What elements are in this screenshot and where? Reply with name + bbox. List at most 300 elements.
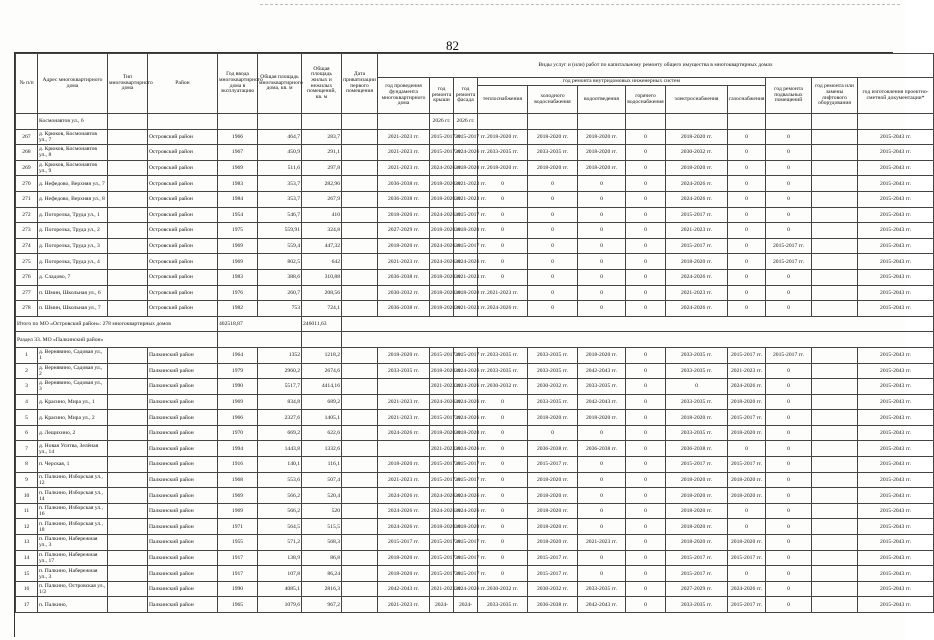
row-hot-water: 0 — [626, 379, 666, 395]
row-drainage — [578, 114, 626, 130]
row-gas: 0 — [728, 129, 766, 145]
row-area-total: 559,91 — [258, 223, 302, 239]
row-lift — [812, 441, 858, 457]
row-heat: 0 — [478, 269, 528, 285]
row-gas: 2021-2023 гг. — [728, 363, 766, 379]
row-electricity: 2018-2020 гг. — [666, 160, 728, 176]
row-area-total: 4085,1 — [258, 581, 302, 597]
row-lift — [812, 114, 858, 130]
row-docs: 2015-2043 гг. — [858, 207, 934, 223]
row-roof: 2015-2017 гг. — [430, 566, 454, 582]
row-lift — [812, 535, 858, 551]
row-roof: 2018-2020 гг. — [430, 191, 454, 207]
row-facade: 2024-2026 гг. — [454, 503, 478, 519]
row-year: 1983 — [218, 176, 258, 192]
row-lift — [812, 176, 858, 192]
row-hot-water: 0 — [626, 425, 666, 441]
row-basement: 0 — [766, 160, 812, 176]
row-number: 11 — [16, 503, 38, 519]
col-header-area-living: Общая площадь жилых и нежилых помещений, кв. м — [302, 54, 342, 114]
row-type — [108, 269, 148, 285]
row-type — [108, 519, 148, 535]
row-number: 12 — [16, 519, 38, 535]
row-area-living: 410 — [302, 207, 342, 223]
row-number: 6 — [16, 425, 38, 441]
row-area-living: 2674,6 — [302, 363, 342, 379]
table-row — [16, 550, 934, 566]
row-foundation: 2030-2032 гг. — [378, 285, 430, 301]
row-heat: 0 — [478, 238, 528, 254]
row-electricity: 0 — [666, 379, 728, 395]
row-docs: 2015-2043 гг. — [858, 129, 934, 145]
row-docs: 2015-2043 гг. — [858, 191, 934, 207]
row-district: Палкинский район — [148, 581, 218, 597]
row-gas: 0 — [728, 176, 766, 192]
row-roof: 2024- — [430, 597, 454, 613]
row-hot-water: 0 — [626, 347, 666, 363]
row-roof: 2015-2017 гг. — [430, 129, 454, 145]
row-address: д. Погорелка, Труда ул., 2 — [38, 223, 108, 239]
row-electricity: 2018-2020 гг. — [666, 472, 728, 488]
row-number: 14 — [16, 550, 38, 566]
row-number: 17 — [16, 597, 38, 613]
row-area-total: 138,9 — [258, 550, 302, 566]
row-basement: 0 — [766, 129, 812, 145]
row-electricity: 2015-2017 гг. — [666, 238, 728, 254]
row-drainage: 0 — [578, 207, 626, 223]
row-docs: 2015-2043 гг. — [858, 238, 934, 254]
row-address: д. Крюков, Космонавтов ул., 7 — [38, 129, 108, 145]
row-heat: 0 — [478, 503, 528, 519]
row-area-living: 283,7 — [302, 129, 342, 145]
table-row — [16, 207, 934, 223]
row-area-total: 464,7 — [258, 129, 302, 145]
row-facade: 2015-2017 гг. — [454, 457, 478, 473]
col-header-basement: год ремонта подвальных помещений — [766, 78, 812, 114]
row-type — [108, 566, 148, 582]
row-docs: 2015-2043 гг. — [858, 254, 934, 270]
table-row — [16, 285, 934, 301]
row-roof: 2024-2026 гг. — [430, 160, 454, 176]
row-roof: 2021-2023 гг. — [430, 581, 454, 597]
row-basement: 0 — [766, 472, 812, 488]
row-address: д. Вернявино, Садовая ул., 2 — [38, 363, 108, 379]
row-electricity — [666, 114, 728, 130]
table-row — [16, 238, 934, 254]
row-gas: 2018-2020 гг. — [728, 535, 766, 551]
row-year: 1954 — [218, 207, 258, 223]
row-basement: 0 — [766, 191, 812, 207]
col-header-district: Район — [148, 54, 218, 114]
row-facade: 2024-2026 гг. — [454, 441, 478, 457]
row-privatization — [342, 379, 378, 395]
row-drainage: 0 — [578, 457, 626, 473]
row-hot-water: 0 — [626, 394, 666, 410]
row-privatization — [342, 254, 378, 270]
row-lift — [812, 285, 858, 301]
col-header-address: Адрес многоквартирного дома — [38, 54, 108, 114]
row-roof: 2018-2020 гг. — [430, 519, 454, 535]
row-year — [218, 114, 258, 130]
total-living-area: 246011,63 — [302, 316, 342, 332]
scan-edge-line — [260, 4, 900, 5]
row-heat: 0 — [478, 535, 528, 551]
row-area-living: 689,2 — [302, 394, 342, 410]
table-row — [16, 347, 934, 363]
row-hot-water: 0 — [626, 269, 666, 285]
row-area-total: 1443,8 — [258, 441, 302, 457]
row-privatization — [342, 285, 378, 301]
row-cold-water: 2030-2032 гг. — [528, 379, 578, 395]
row-roof: 2024-2026 гг. — [430, 488, 454, 504]
col-header-networks: год ремонта внутридомовых инженерных систем — [478, 78, 766, 86]
row-address: п. Палкино, Изборская ул., 14 — [38, 488, 108, 504]
row-type — [108, 581, 148, 597]
row-facade: 2015-2017 гг. — [454, 207, 478, 223]
row-foundation — [378, 441, 430, 457]
row-facade: 2015-2017 гг. — [454, 550, 478, 566]
row-heat: 2024-2026 гг. — [478, 301, 528, 317]
row-foundation — [378, 379, 430, 395]
row-privatization — [342, 207, 378, 223]
row-district: Островский район — [148, 285, 218, 301]
row-roof: 2018-2020 гг. — [430, 269, 454, 285]
row-drainage: 2021-2023 гг. — [578, 535, 626, 551]
table-row — [16, 176, 934, 192]
row-basement: 0 — [766, 550, 812, 566]
row-electricity: 2024-2026 гг. — [666, 301, 728, 317]
row-foundation: 2018-2020 гг. — [378, 550, 430, 566]
row-area-living: 1405,1 — [302, 410, 342, 426]
row-gas: 2018-2020 гг. — [728, 394, 766, 410]
repair-schedule-table-wrapper — [14, 52, 929, 637]
row-year: 1976 — [218, 285, 258, 301]
row-cold-water: 0 — [528, 207, 578, 223]
row-address: п. Палкино, Изборская ул., 12 — [38, 472, 108, 488]
row-lift — [812, 394, 858, 410]
row-docs: 2015-2043 гг. — [858, 410, 934, 426]
row-foundation: 2024-2026 гг. — [378, 425, 430, 441]
row-lift — [812, 581, 858, 597]
row-roof: 2021-2023 гг. — [430, 379, 454, 395]
row-type — [108, 176, 148, 192]
row-heat — [478, 114, 528, 130]
row-electricity: 2015-2017 гг. — [666, 457, 728, 473]
row-area-living: 515,5 — [302, 519, 342, 535]
row-facade: 2026 гг. — [454, 114, 478, 130]
row-privatization — [342, 114, 378, 130]
row-area-total: 564,5 — [258, 519, 302, 535]
row-basement: 0 — [766, 581, 812, 597]
row-gas: 0 — [728, 191, 766, 207]
row-hot-water: 0 — [626, 223, 666, 239]
row-roof: 2018-2020 гг. — [430, 363, 454, 379]
row-number: 10 — [16, 488, 38, 504]
table-row — [16, 254, 934, 270]
row-district: Палкинский район — [148, 425, 218, 441]
row-roof: 2015-2017 гг. — [430, 410, 454, 426]
row-drainage: 2018-2020 гг. — [578, 160, 626, 176]
row-electricity: 2036-2038 гг. — [666, 441, 728, 457]
row-drainage: 0 — [578, 503, 626, 519]
col-header-heat: теплоснабжения — [478, 86, 528, 114]
table-row — [16, 425, 934, 441]
row-privatization — [342, 503, 378, 519]
row-docs: 2015-2043 гг. — [858, 363, 934, 379]
row-gas: 0 — [728, 503, 766, 519]
table-row — [16, 145, 934, 161]
row-basement: 0 — [766, 535, 812, 551]
total-area — [218, 332, 302, 348]
row-drainage: 0 — [578, 519, 626, 535]
row-number: 4 — [16, 394, 38, 410]
row-district: Палкинский район — [148, 519, 218, 535]
row-electricity: 2033-2035 гг. — [666, 425, 728, 441]
row-foundation: 2036-2038 гг. — [378, 176, 430, 192]
row-roof: 2018-2020 гг. — [430, 285, 454, 301]
row-area-living: 1218,2 — [302, 347, 342, 363]
row-address: д. Крюков, Космонавтов ул., 8 — [38, 145, 108, 161]
row-gas: 2015-2017 гг. — [728, 410, 766, 426]
row-gas: 2024-2026 гг. — [728, 581, 766, 597]
table-row — [16, 114, 934, 130]
row-foundation: 2021-2023 гг. — [378, 394, 430, 410]
row-privatization — [342, 176, 378, 192]
row-type — [108, 597, 148, 613]
row-district: Островский район — [148, 223, 218, 239]
row-year: 1955 — [218, 535, 258, 551]
col-header-works: Виды услуг и (или) работ по капитальному ремонту общего имущества в многоквартирных домах — [378, 54, 934, 78]
row-heat: 0 — [478, 191, 528, 207]
row-drainage: 2036-2038 гг. — [578, 441, 626, 457]
row-lift — [812, 457, 858, 473]
row-address: п. Черская, 1 — [38, 457, 108, 473]
row-district: Островский район — [148, 301, 218, 317]
row-year: 1983 — [218, 269, 258, 285]
row-area-living: 642 — [302, 254, 342, 270]
row-lift — [812, 160, 858, 176]
row-address: д. Сладово, 7 — [38, 269, 108, 285]
row-lift — [812, 129, 858, 145]
row-facade: 2015-2017 гг. — [454, 347, 478, 363]
row-cold-water: 0 — [528, 254, 578, 270]
row-hot-water: 0 — [626, 363, 666, 379]
row-lift — [812, 145, 858, 161]
row-address: д. Погорелка, Труда ул., 3 — [38, 238, 108, 254]
table-body — [16, 114, 934, 613]
row-hot-water — [626, 114, 666, 130]
row-cold-water — [528, 114, 578, 130]
row-docs: 2015-2043 гг. — [858, 566, 934, 582]
row-electricity: 2018-2020 гг. — [666, 519, 728, 535]
col-header-facade: год ремонта фасада — [454, 78, 478, 114]
table-row — [16, 223, 934, 239]
row-lift — [812, 347, 858, 363]
row-roof: 2021-2023 гг. — [430, 441, 454, 457]
row-district: Палкинский район — [148, 566, 218, 582]
row-lift — [812, 207, 858, 223]
row-gas: 0 — [728, 519, 766, 535]
row-foundation: 2021-2023 гг. — [378, 160, 430, 176]
row-heat: 0 — [478, 472, 528, 488]
row-facade: 2021-2023 гг. — [454, 269, 478, 285]
row-heat: 0 — [478, 441, 528, 457]
row-year: 1917 — [218, 550, 258, 566]
row-address: д. Вернявино, Садовая ул., 1 — [38, 347, 108, 363]
row-electricity: 2033-2035 гг. — [666, 597, 728, 613]
row-cold-water: 2036-2038 гг. — [528, 441, 578, 457]
row-facade: 2021-2023 гг. — [454, 176, 478, 192]
row-type — [108, 254, 148, 270]
row-gas: 2015-2017 гг. — [728, 457, 766, 473]
row-lift — [812, 503, 858, 519]
row-hot-water: 0 — [626, 503, 666, 519]
row-gas: 0 — [728, 223, 766, 239]
row-year: 1964 — [218, 347, 258, 363]
row-address: д. Вернявино, Садовая ул., 3 — [38, 379, 108, 395]
row-number: 278 — [16, 301, 38, 317]
row-cold-water: 0 — [528, 238, 578, 254]
row-type — [108, 488, 148, 504]
row-gas: 0 — [728, 145, 766, 161]
row-hot-water: 0 — [626, 410, 666, 426]
row-type — [108, 441, 148, 457]
col-header-roof: год ремонта крыши — [430, 78, 454, 114]
row-type — [108, 425, 148, 441]
row-foundation: 2018-2020 гг. — [378, 566, 430, 582]
row-district: Палкинский район — [148, 457, 218, 473]
row-heat: 2030-2032 гг. — [478, 581, 528, 597]
row-electricity: 2024-2026 гг. — [666, 191, 728, 207]
row-basement: 0 — [766, 176, 812, 192]
row-drainage: 0 — [578, 223, 626, 239]
row-lift — [812, 550, 858, 566]
row-foundation: 2021-2023 гг. — [378, 129, 430, 145]
row-heat: 0 — [478, 550, 528, 566]
row-heat: 2021-2023 гг. — [478, 285, 528, 301]
row-facade: 2024-2026 гг. — [454, 410, 478, 426]
col-header-docs: год изготовления проектно-сметной документации* — [858, 78, 934, 114]
row-year: 1969 — [218, 488, 258, 504]
row-docs: 2015-2043 гг. — [858, 472, 934, 488]
row-facade: 2024-2026 гг. — [454, 145, 478, 161]
row-hot-water: 0 — [626, 191, 666, 207]
row-number: 16 — [16, 581, 38, 597]
row-district: Островский район — [148, 254, 218, 270]
row-area-living: 520 — [302, 503, 342, 519]
row-year: 1969 — [218, 238, 258, 254]
row-docs: 2015-2043 гг. — [858, 597, 934, 613]
row-cold-water: 2033-2035 гг. — [528, 363, 578, 379]
section-filler — [342, 316, 934, 332]
row-area-total: 669,2 — [258, 425, 302, 441]
row-drainage: 2042-2043 гг. — [578, 394, 626, 410]
row-basement: 0 — [766, 488, 812, 504]
row-area-total: 753 — [258, 301, 302, 317]
row-cold-water: 0 — [528, 285, 578, 301]
row-district: Островский район — [148, 176, 218, 192]
row-foundation: 2018-2020 гг. — [378, 207, 430, 223]
row-basement: 0 — [766, 410, 812, 426]
row-gas: 0 — [728, 269, 766, 285]
row-drainage: 0 — [578, 285, 626, 301]
row-number: 271 — [16, 191, 38, 207]
row-gas: 0 — [728, 441, 766, 457]
table-row — [16, 597, 934, 613]
row-electricity: 2015-2017 гг. — [666, 550, 728, 566]
row-basement — [766, 114, 812, 130]
row-docs: 2015-2043 гг. — [858, 160, 934, 176]
row-hot-water: 0 — [626, 254, 666, 270]
table-row — [16, 301, 934, 317]
row-area-living: 520,4 — [302, 488, 342, 504]
row-docs: 2015-2043 гг. — [858, 425, 934, 441]
row-electricity: 2018-2020 гг. — [666, 503, 728, 519]
table-row — [16, 488, 934, 504]
row-district: Островский район — [148, 191, 218, 207]
row-year: 1969 — [218, 160, 258, 176]
row-area-living: 291,1 — [302, 145, 342, 161]
row-number: 274 — [16, 238, 38, 254]
row-address: Космонавтов ул., 6 — [38, 114, 108, 130]
row-cold-water: 2015-2017 гг. — [528, 550, 578, 566]
row-district — [148, 114, 218, 130]
row-district: Палкинский район — [148, 379, 218, 395]
row-district: Островский район — [148, 145, 218, 161]
row-docs — [858, 114, 934, 130]
row-heat: 0 — [478, 519, 528, 535]
table-row — [16, 129, 934, 145]
row-gas: 0 — [728, 238, 766, 254]
row-privatization — [342, 410, 378, 426]
row-privatization — [342, 581, 378, 597]
row-hot-water: 0 — [626, 238, 666, 254]
row-area-total: 140,1 — [258, 457, 302, 473]
row-drainage: 2018-2020 гг. — [578, 410, 626, 426]
row-area-total: 834,8 — [258, 394, 302, 410]
row-area-living: 2816,3 — [302, 581, 342, 597]
table-row — [16, 379, 934, 395]
row-address: д. Нефедово, Верхняя ул., 7 — [38, 176, 108, 192]
row-year: 1966 — [218, 410, 258, 426]
row-number: 267 — [16, 129, 38, 145]
repair-schedule-table — [15, 53, 934, 613]
row-address: п. Палкино, Набережная ул., 17 — [38, 550, 108, 566]
row-type — [108, 129, 148, 145]
row-drainage: 0 — [578, 488, 626, 504]
row-gas: 2024-2026 гг. — [728, 379, 766, 395]
row-type — [108, 550, 148, 566]
row-area-total: 1079,6 — [258, 597, 302, 613]
row-address: д. Лещихино, 2 — [38, 425, 108, 441]
row-privatization — [342, 191, 378, 207]
row-area-total: 353,7 — [258, 176, 302, 192]
row-heat: 0 — [478, 176, 528, 192]
row-drainage: 0 — [578, 472, 626, 488]
row-basement: 0 — [766, 223, 812, 239]
row-lift — [812, 254, 858, 270]
row-privatization — [342, 488, 378, 504]
row-docs: 2015-2043 гг. — [858, 301, 934, 317]
row-basement: 0 — [766, 503, 812, 519]
row-hot-water: 0 — [626, 535, 666, 551]
row-basement: 0 — [766, 597, 812, 613]
table-row — [16, 519, 934, 535]
row-basement: 0 — [766, 394, 812, 410]
section-filler — [342, 332, 934, 348]
row-heat: 0 — [478, 457, 528, 473]
row-district: Палкинский район — [148, 597, 218, 613]
